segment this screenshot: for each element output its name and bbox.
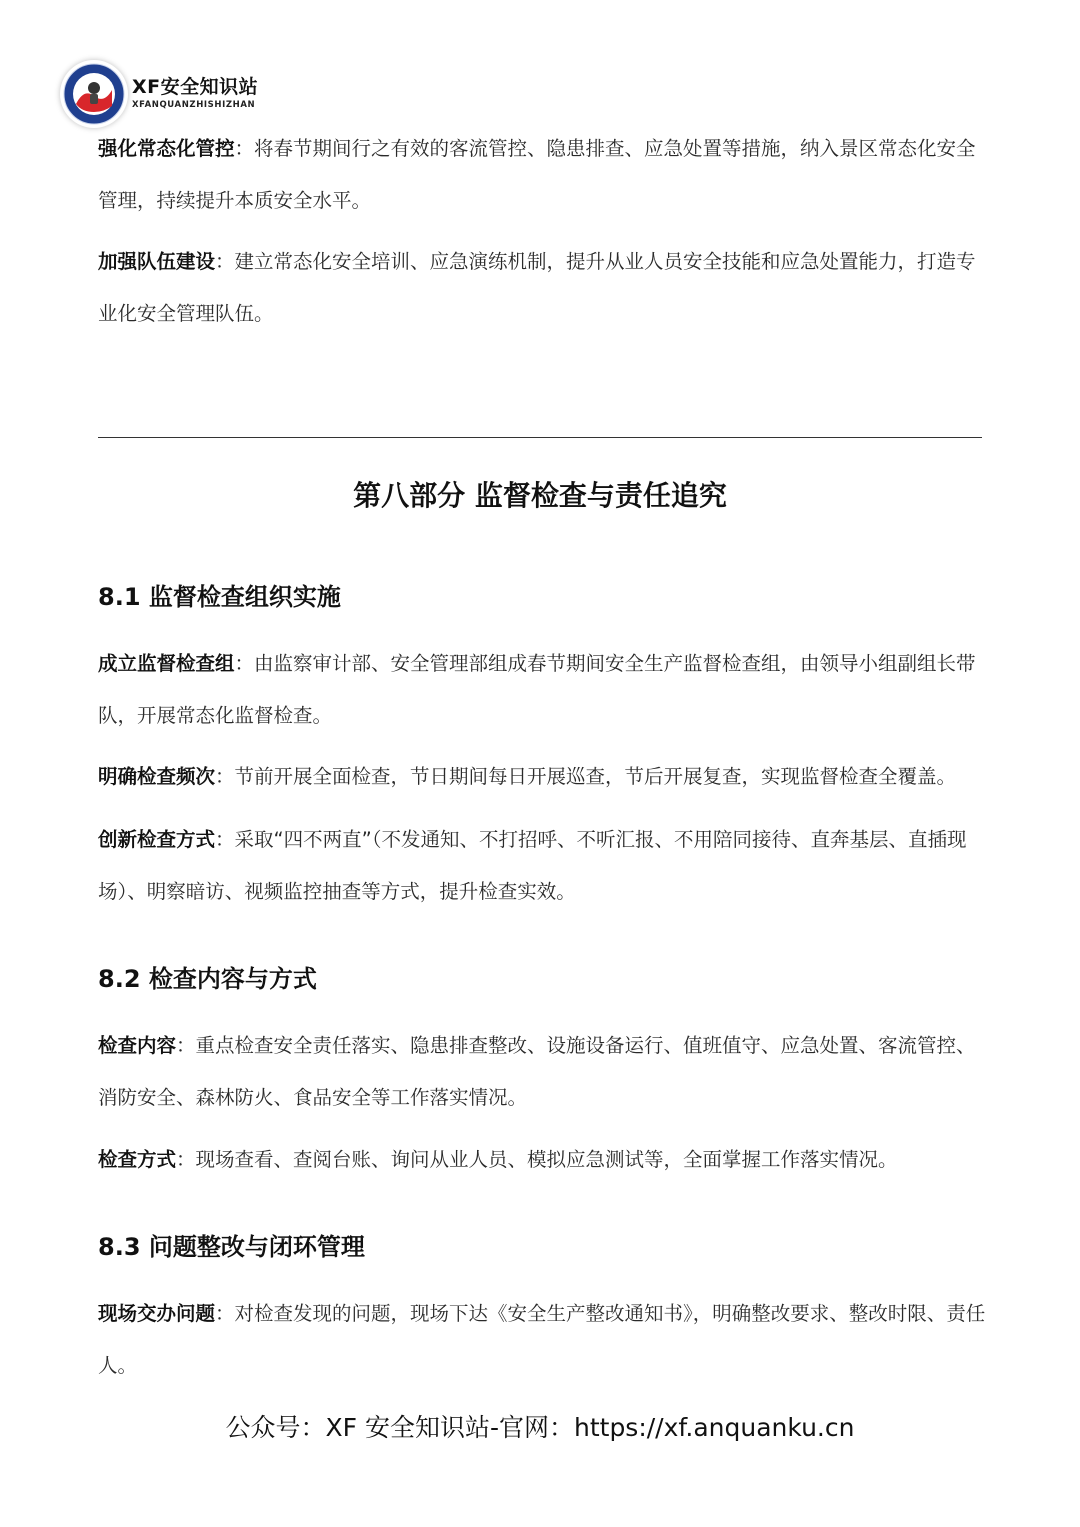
paragraph-onsite-issues bbox=[98, 1288, 988, 1392]
site-logo bbox=[60, 58, 258, 130]
paragraph-text: ：采取“四不两直”（不发通知、不打招呼、不听汇报、不用陪同接待、直奔基层、直插现场）、明察暗访、视频监控抽查等方式，提升检查实效。 bbox=[98, 828, 967, 903]
paragraph-inspection-frequency bbox=[98, 751, 988, 803]
paragraph-inspection-content bbox=[98, 1020, 988, 1124]
paragraph-text: ：建立常态化安全培训、应急演练机制，提升从业人员安全技能和应急处置能力，打造专业化安全管理队伍。 bbox=[98, 250, 976, 325]
paragraph-lead: 创新检查方式 bbox=[98, 828, 216, 851]
paragraph-text: ：由监察审计部、安全管理部组成春节期间安全生产监督检查组，由领导小组副组长带队，开展常态化监督检查。 bbox=[98, 652, 976, 727]
footer-account-info: 公众号：XF 安全知识站-官网：https://xf.anquanku.cn bbox=[225, 1413, 855, 1442]
paragraph-text: ：对检查发现的问题，现场下达《安全生产整改通知书》，明确整改要求、整改时限、责任人。 bbox=[98, 1302, 986, 1377]
section-title-8-3: 8.3 问题整改与闭环管理 bbox=[98, 1233, 365, 1261]
paragraph-strengthen-control bbox=[98, 123, 988, 227]
paragraph-team-building bbox=[98, 236, 988, 340]
paragraph-lead: 强化常态化管控 bbox=[98, 137, 235, 160]
paragraph-inspection-method bbox=[98, 814, 988, 918]
section-title-8-1: 8.1 监督检查组织实施 bbox=[98, 583, 341, 611]
logo-title: XF安全知识站 bbox=[132, 76, 259, 99]
paragraph-lead: 加强队伍建设 bbox=[98, 250, 216, 273]
paragraph-text: ：重点检查安全责任落实、隐患排查整改、设施设备运行、值班值守、应急处置、客流管控、消防安全、森林防火、食品安全等工作落实情况。 bbox=[98, 1034, 976, 1109]
paragraph-lead: 成立监督检查组 bbox=[98, 652, 235, 675]
section-divider bbox=[98, 437, 982, 438]
section-title-8-2: 8.2 检查内容与方式 bbox=[98, 965, 317, 993]
part-title: 第八部分 监督检查与责任追究 bbox=[353, 479, 727, 512]
paragraph-text: ：将春节期间行之有效的客流管控、隐患排查、应急处置等措施，纳入景区常态化安全管理，持续提升本质安全水平。 bbox=[98, 137, 976, 212]
logo-subtitle: XFANQUANZHISHIZHAN bbox=[132, 100, 256, 111]
paragraph-inspection-group bbox=[98, 638, 988, 742]
paragraph-lead: 检查方式 bbox=[98, 1148, 177, 1171]
logo-badge-icon bbox=[60, 60, 128, 128]
paragraph-inspection-approach bbox=[98, 1134, 988, 1186]
paragraph-lead: 检查内容 bbox=[98, 1034, 177, 1057]
paragraph-lead: 现场交办问题 bbox=[98, 1302, 216, 1325]
paragraph-text: ：现场查看、查阅台账、询问从业人员、模拟应急测试等，全面掌握工作落实情况。 bbox=[176, 1148, 898, 1171]
paragraph-text: ：节前开展全面检查，节日期间每日开展巡查，节后开展复查，实现监督检查全覆盖。 bbox=[215, 765, 957, 788]
paragraph-lead: 明确检查频次 bbox=[98, 765, 216, 788]
